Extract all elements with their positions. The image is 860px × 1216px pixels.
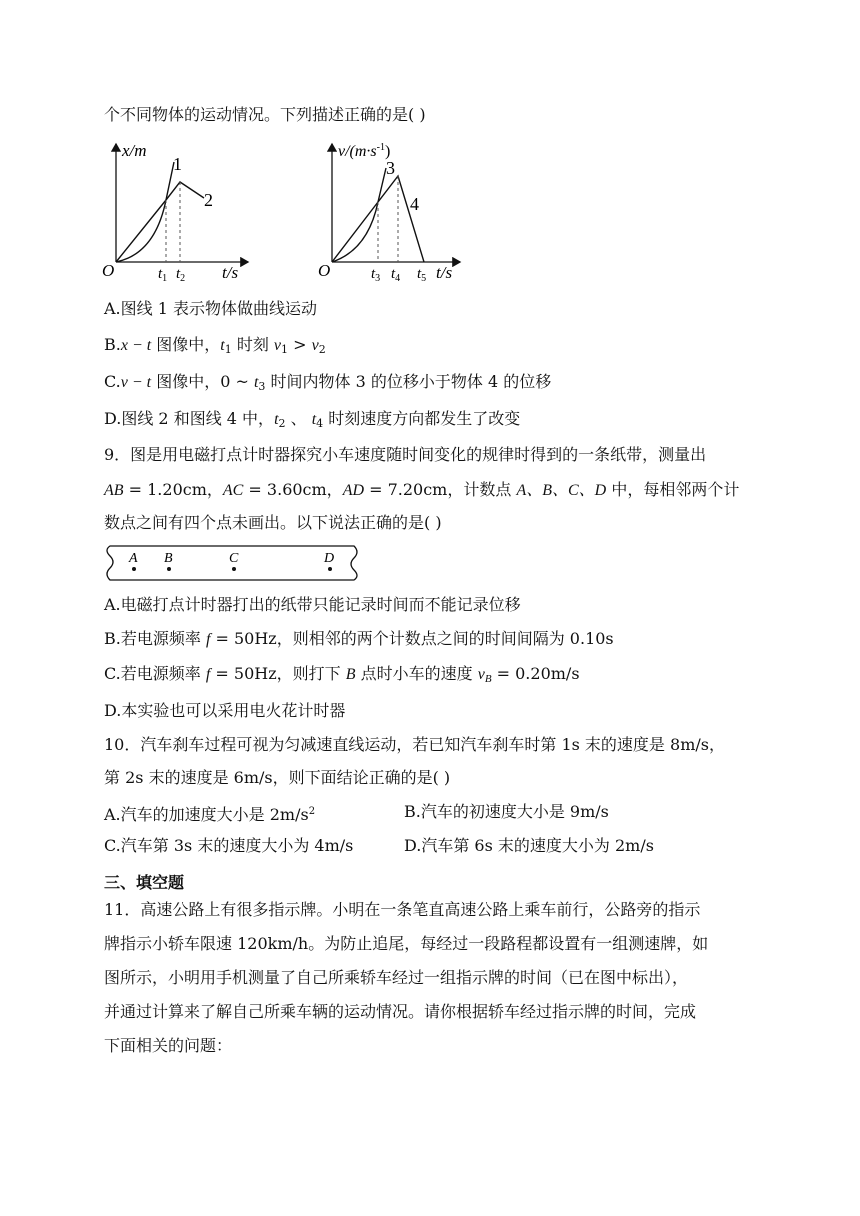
tape-dot-d bbox=[328, 567, 332, 571]
vt-curve3-label: 3 bbox=[386, 158, 395, 178]
xt-y-label: x/m bbox=[122, 141, 147, 160]
q11-line-4: 并通过计算来了解自己所乘车辆的运动情况。请你根据轿车经过指示牌的时间，完成 bbox=[104, 1002, 697, 1021]
vt-origin: O bbox=[318, 261, 331, 280]
q10-option-b: B.汽车的初速度大小是 9m/s bbox=[404, 802, 609, 821]
tape-label-b: B bbox=[164, 551, 173, 566]
tape-dot-b bbox=[167, 567, 171, 571]
vt-t3-label: $t_3$ bbox=[371, 266, 381, 284]
vt-curve-4 bbox=[332, 176, 424, 262]
q11-line-3: 图所示，小明用手机测量了自己所乘轿车经过一组指示牌的时间（已在图中标出）， bbox=[104, 968, 689, 987]
paper-tape bbox=[102, 542, 364, 582]
q9-option-d: D.本实验也可以采用电火花计时器 bbox=[104, 701, 346, 720]
vt-y-label: $v/(m\cdot s^{-1})$ bbox=[338, 142, 391, 160]
q9-option-c: C.若电源频率 f = 50Hz，则打下 B 点时小车的速度 $v_B = 0.20m/s$ bbox=[104, 664, 580, 685]
section-heading: 三、填空题 bbox=[104, 873, 185, 892]
q10-line-2: 第 2s 末的速度是 6m/s，则下面结论正确的是( ) bbox=[104, 768, 451, 787]
q11-line-1: 11．高速公路上有很多指示牌。小明在一条笔直高速公路上乘车前行，公路旁的指示 bbox=[104, 900, 701, 919]
xt-t2-label: $t_2$ bbox=[176, 266, 186, 284]
xt-curve-1 bbox=[116, 162, 174, 262]
vt-x-label: t/s bbox=[436, 263, 453, 282]
tape-label-a: A bbox=[129, 551, 138, 566]
q8-stem: 个不同物体的运动情况。下列描述正确的是( ) bbox=[104, 105, 426, 124]
vt-t4-label: $t_4$ bbox=[391, 266, 401, 284]
xt-origin: O bbox=[102, 261, 115, 280]
vt-curve4-label: 4 bbox=[410, 194, 419, 214]
q9-line-2: AB = 1.20cm，AC = 3.60cm，AD = 7.20cm，计数点 A、B、C、D 中，每相邻两个计 bbox=[104, 480, 740, 499]
q10-option-c: C.汽车第 3s 末的速度大小为 4m/s bbox=[104, 836, 354, 855]
q9-line-3: 数点之间有四个点未画出。以下说法正确的是( ) bbox=[104, 513, 442, 532]
q8-option-d: D.图线 2 和图线 4 中，$t_2$ 、 $t_4$ 时刻速度方向都发生了改变 bbox=[104, 409, 521, 430]
q9-option-b: B.若电源频率 f = 50Hz，则相邻的两个计数点之间的时间间隔为 0.10s bbox=[104, 629, 614, 648]
q8-option-b: B.x − t 图像中，$t_1$ 时刻 $v_1 > v_2$ bbox=[104, 335, 326, 356]
q9-option-a: A.电磁打点计时器打出的纸带只能记录时间而不能记录位移 bbox=[104, 595, 521, 614]
xt-curve2-label: 2 bbox=[204, 190, 213, 210]
xt-t1-label: $t_1$ bbox=[158, 266, 168, 284]
tape-label-d: D bbox=[324, 551, 335, 566]
xt-curve1-label: 1 bbox=[173, 154, 182, 174]
xt-x-label: t/s bbox=[222, 263, 239, 282]
q8-option-a: A.图线 1 表示物体做曲线运动 bbox=[104, 299, 317, 318]
tape-dot-c bbox=[232, 567, 236, 571]
tape-dot-a bbox=[132, 567, 136, 571]
q8-option-c: C.v − t 图像中，0 ~ $t_3$ 时间内物体 3 的位移小于物体 4 的位移 bbox=[104, 372, 552, 393]
q11-line-5: 下面相关的问题： bbox=[104, 1036, 233, 1055]
vt-t5-label: $t_5$ bbox=[417, 266, 427, 284]
q10-option-a: A.汽车的加速度大小是 $2m/s^2$ bbox=[104, 805, 316, 824]
q10-line-1: 10．汽车刹车过程可视为匀减速直线运动，若已知汽车刹车时第 1s 末的速度是 8m/s， bbox=[104, 735, 725, 754]
tape-label-c: C bbox=[229, 551, 239, 566]
q11-line-2: 牌指示小轿车限速 120km/h。为防止追尾，每经过一段路程都设置有一组测速牌，如 bbox=[104, 934, 709, 953]
vt-graph bbox=[316, 138, 476, 286]
q10-option-d: D.汽车第 6s 末的速度大小为 2m/s bbox=[404, 836, 654, 855]
q9-line-1: 9．图是用电磁打点计时器探究小车速度随时间变化的规律时得到的一条纸带，测量出 bbox=[104, 445, 707, 464]
xt-graph bbox=[100, 138, 260, 286]
